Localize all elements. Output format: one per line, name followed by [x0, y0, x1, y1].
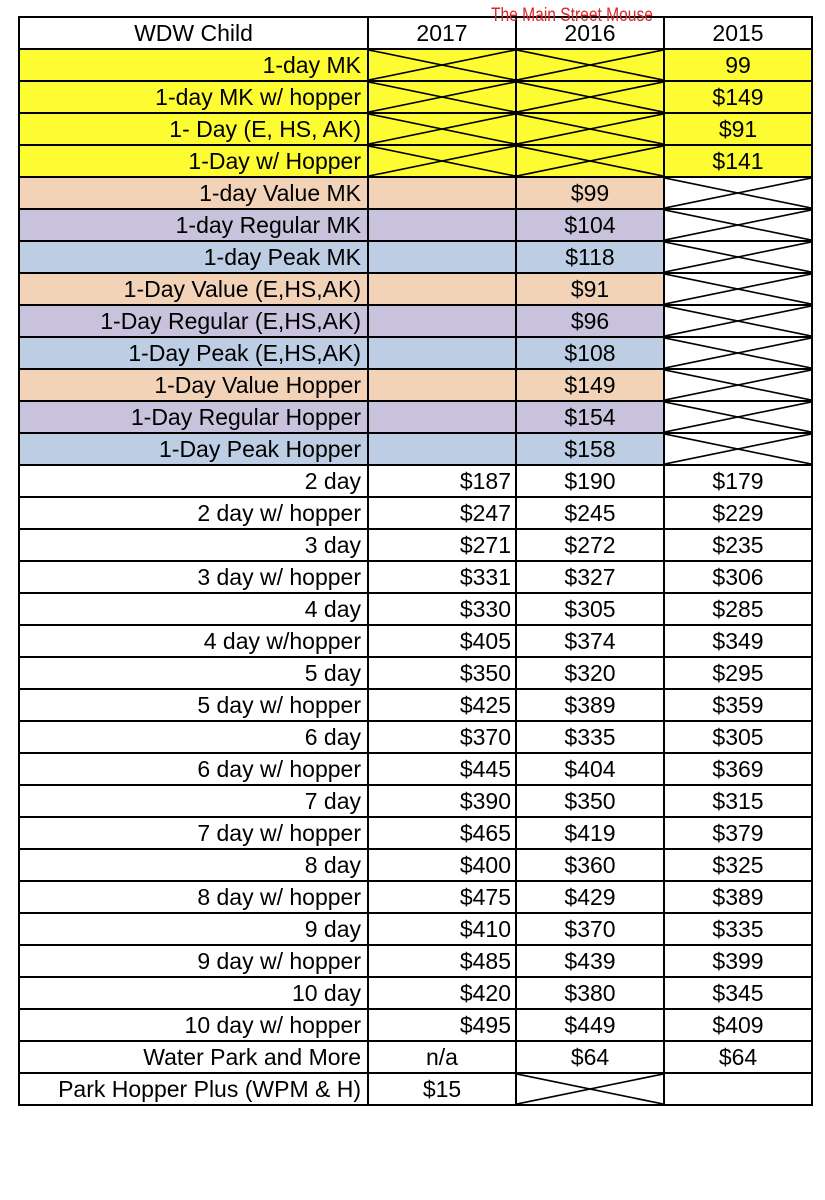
- table-row: [19, 881, 812, 913]
- price-cell-2017: n/a: [368, 1041, 516, 1073]
- table-row: [19, 497, 812, 529]
- price-cell-2015: $306: [664, 561, 812, 593]
- price-cell-2016: $320: [516, 657, 664, 689]
- cross-out-icon: [369, 82, 515, 112]
- row-label: 3 day w/ hopper: [19, 561, 368, 593]
- cross-out-icon: [517, 1074, 663, 1104]
- crossed-out-cell-2016: [516, 49, 664, 81]
- price-cell-2015: [664, 1073, 812, 1105]
- price-cell-2017: $475: [368, 881, 516, 913]
- table-row: [19, 1009, 812, 1041]
- row-label: 4 day w/hopper: [19, 625, 368, 657]
- cross-out-icon: [665, 274, 811, 304]
- price-cell-2017: [368, 369, 516, 401]
- price-cell-2015: $141: [664, 145, 812, 177]
- price-cell-2016: $272: [516, 529, 664, 561]
- price-cell-2017: [368, 273, 516, 305]
- table-row: [19, 913, 812, 945]
- price-cell-2017: $445: [368, 753, 516, 785]
- price-cell-2016: $449: [516, 1009, 664, 1041]
- price-cell-2016: $374: [516, 625, 664, 657]
- price-cell-2017: [368, 177, 516, 209]
- row-label: 5 day: [19, 657, 368, 689]
- crossed-out-cell-2015: [664, 241, 812, 273]
- cross-out-icon: [665, 370, 811, 400]
- price-cell-2015: $179: [664, 465, 812, 497]
- crossed-out-cell-2015: [664, 209, 812, 241]
- price-cell-2017: $15: [368, 1073, 516, 1105]
- row-label: 1-day Value MK: [19, 177, 368, 209]
- cross-out-icon: [665, 402, 811, 432]
- row-label: 10 day w/ hopper: [19, 1009, 368, 1041]
- crossed-out-cell-2015: [664, 177, 812, 209]
- cross-out-icon: [665, 338, 811, 368]
- price-sheet: [18, 16, 813, 1106]
- row-label: 2 day: [19, 465, 368, 497]
- table-row: [19, 849, 812, 881]
- price-cell-2016: $429: [516, 881, 664, 913]
- price-cell-2015: $235: [664, 529, 812, 561]
- table-row: [19, 369, 812, 401]
- price-cell-2016: $149: [516, 369, 664, 401]
- price-cell-2017: $350: [368, 657, 516, 689]
- row-label: 1-day Regular MK: [19, 209, 368, 241]
- price-cell-2015: $295: [664, 657, 812, 689]
- price-cell-2016: $190: [516, 465, 664, 497]
- table-row: [19, 561, 812, 593]
- price-cell-2016: $370: [516, 913, 664, 945]
- price-cell-2017: $465: [368, 817, 516, 849]
- price-cell-2016: $360: [516, 849, 664, 881]
- crossed-out-cell-2017: [368, 113, 516, 145]
- crossed-out-cell-2016: [516, 113, 664, 145]
- price-cell-2015: $325: [664, 849, 812, 881]
- crossed-out-cell-2015: [664, 401, 812, 433]
- price-cell-2017: $495: [368, 1009, 516, 1041]
- price-cell-2015: $359: [664, 689, 812, 721]
- row-label: 1-Day w/ Hopper: [19, 145, 368, 177]
- row-label: Park Hopper Plus (WPM & H): [19, 1073, 368, 1105]
- table-row: [19, 657, 812, 689]
- price-cell-2015: $399: [664, 945, 812, 977]
- price-cell-2015: $409: [664, 1009, 812, 1041]
- cross-out-icon: [517, 146, 663, 176]
- price-cell-2016: $99: [516, 177, 664, 209]
- price-cell-2015: $91: [664, 113, 812, 145]
- row-label: 1-day MK w/ hopper: [19, 81, 368, 113]
- row-label: 1- Day (E, HS, AK): [19, 113, 368, 145]
- table-row: [19, 785, 812, 817]
- table-row: [19, 305, 812, 337]
- crossed-out-cell-2017: [368, 145, 516, 177]
- crossed-out-cell-2015: [664, 369, 812, 401]
- row-label: 2 day w/ hopper: [19, 497, 368, 529]
- header-2016: 2016: [516, 17, 664, 49]
- table-row: [19, 113, 812, 145]
- watermark: The Main Street Mouse: [491, 5, 653, 26]
- header-row: [19, 17, 812, 49]
- row-label: 6 day w/ hopper: [19, 753, 368, 785]
- price-cell-2017: $247: [368, 497, 516, 529]
- table-row: [19, 945, 812, 977]
- row-label: 1-day MK: [19, 49, 368, 81]
- price-cell-2015: $349: [664, 625, 812, 657]
- price-cell-2015: $369: [664, 753, 812, 785]
- price-cell-2016: $335: [516, 721, 664, 753]
- header-2017: 2017: [368, 17, 516, 49]
- row-label: 8 day: [19, 849, 368, 881]
- cross-out-icon: [517, 114, 663, 144]
- crossed-out-cell-2017: [368, 49, 516, 81]
- price-cell-2016: $154: [516, 401, 664, 433]
- price-cell-2015: $315: [664, 785, 812, 817]
- table-row: [19, 337, 812, 369]
- price-cell-2016: $380: [516, 977, 664, 1009]
- price-cell-2017: $390: [368, 785, 516, 817]
- table-row: [19, 593, 812, 625]
- row-label: 1-day Peak MK: [19, 241, 368, 273]
- price-cell-2017: [368, 209, 516, 241]
- price-cell-2015: $335: [664, 913, 812, 945]
- price-cell-2016: $305: [516, 593, 664, 625]
- price-cell-2015: $379: [664, 817, 812, 849]
- price-cell-2017: [368, 305, 516, 337]
- crossed-out-cell-2016: [516, 145, 664, 177]
- price-table: [18, 16, 813, 1106]
- header-label: WDW Child: [19, 17, 368, 49]
- price-cell-2016: $108: [516, 337, 664, 369]
- row-label: 4 day: [19, 593, 368, 625]
- table-row: [19, 689, 812, 721]
- cross-out-icon: [517, 50, 663, 80]
- price-cell-2017: [368, 241, 516, 273]
- table-row: [19, 401, 812, 433]
- price-cell-2015: $345: [664, 977, 812, 1009]
- price-cell-2016: $350: [516, 785, 664, 817]
- cross-out-icon: [369, 146, 515, 176]
- table-row: [19, 721, 812, 753]
- price-cell-2017: $271: [368, 529, 516, 561]
- cross-out-icon: [665, 178, 811, 208]
- cross-out-icon: [369, 114, 515, 144]
- row-label: 1-Day Regular (E,HS,AK): [19, 305, 368, 337]
- row-label: 1-Day Value Hopper: [19, 369, 368, 401]
- price-cell-2015: 99: [664, 49, 812, 81]
- cross-out-icon: [665, 242, 811, 272]
- price-cell-2016: $104: [516, 209, 664, 241]
- price-cell-2016: $245: [516, 497, 664, 529]
- price-cell-2017: $331: [368, 561, 516, 593]
- price-cell-2015: $149: [664, 81, 812, 113]
- row-label: 7 day w/ hopper: [19, 817, 368, 849]
- row-label: 6 day: [19, 721, 368, 753]
- price-cell-2015: $229: [664, 497, 812, 529]
- price-cell-2017: $420: [368, 977, 516, 1009]
- cross-out-icon: [665, 210, 811, 240]
- row-label: 9 day: [19, 913, 368, 945]
- price-cell-2015: $285: [664, 593, 812, 625]
- table-row: [19, 529, 812, 561]
- crossed-out-cell-2016: [516, 81, 664, 113]
- price-cell-2016: $389: [516, 689, 664, 721]
- price-cell-2017: [368, 401, 516, 433]
- price-cell-2017: $400: [368, 849, 516, 881]
- table-row: [19, 145, 812, 177]
- table-row: [19, 625, 812, 657]
- table-row: [19, 1073, 812, 1105]
- table-row: [19, 177, 812, 209]
- row-label: 7 day: [19, 785, 368, 817]
- crossed-out-cell-2015: [664, 273, 812, 305]
- table-row: [19, 465, 812, 497]
- row-label: 10 day: [19, 977, 368, 1009]
- price-cell-2015: $389: [664, 881, 812, 913]
- price-cell-2015: $305: [664, 721, 812, 753]
- row-label: 8 day w/ hopper: [19, 881, 368, 913]
- price-cell-2015: $64: [664, 1041, 812, 1073]
- cross-out-icon: [665, 306, 811, 336]
- table-row: [19, 817, 812, 849]
- price-cell-2016: $91: [516, 273, 664, 305]
- cross-out-icon: [369, 50, 515, 80]
- price-cell-2016: $327: [516, 561, 664, 593]
- crossed-out-cell-2015: [664, 337, 812, 369]
- price-cell-2017: [368, 433, 516, 465]
- crossed-out-cell-2015: [664, 433, 812, 465]
- price-cell-2016: $64: [516, 1041, 664, 1073]
- crossed-out-cell-2015: [664, 305, 812, 337]
- table-row: [19, 273, 812, 305]
- price-cell-2016: $96: [516, 305, 664, 337]
- row-label: 3 day: [19, 529, 368, 561]
- row-label: 1-Day Regular Hopper: [19, 401, 368, 433]
- crossed-out-cell-2017: [368, 81, 516, 113]
- table-row: [19, 241, 812, 273]
- price-cell-2016: $404: [516, 753, 664, 785]
- row-label: Water Park and More: [19, 1041, 368, 1073]
- price-cell-2017: $370: [368, 721, 516, 753]
- price-cell-2016: $158: [516, 433, 664, 465]
- price-cell-2017: $330: [368, 593, 516, 625]
- table-row: [19, 81, 812, 113]
- price-cell-2017: [368, 337, 516, 369]
- price-cell-2017: $485: [368, 945, 516, 977]
- row-label: 9 day w/ hopper: [19, 945, 368, 977]
- price-cell-2017: $405: [368, 625, 516, 657]
- price-cell-2017: $410: [368, 913, 516, 945]
- price-cell-2016: $419: [516, 817, 664, 849]
- table-row: [19, 49, 812, 81]
- cross-out-icon: [665, 434, 811, 464]
- table-row: [19, 753, 812, 785]
- crossed-out-cell-2016: [516, 1073, 664, 1105]
- table-body: [19, 49, 812, 1105]
- row-label: 1-Day Value (E,HS,AK): [19, 273, 368, 305]
- table-row: [19, 433, 812, 465]
- row-label: 5 day w/ hopper: [19, 689, 368, 721]
- row-label: 1-Day Peak Hopper: [19, 433, 368, 465]
- table-row: [19, 977, 812, 1009]
- price-cell-2016: $118: [516, 241, 664, 273]
- price-cell-2017: $187: [368, 465, 516, 497]
- table-row: [19, 1041, 812, 1073]
- row-label: 1-Day Peak (E,HS,AK): [19, 337, 368, 369]
- cross-out-icon: [517, 82, 663, 112]
- price-cell-2016: $439: [516, 945, 664, 977]
- price-cell-2017: $425: [368, 689, 516, 721]
- header-2015: 2015: [664, 17, 812, 49]
- table-row: [19, 209, 812, 241]
